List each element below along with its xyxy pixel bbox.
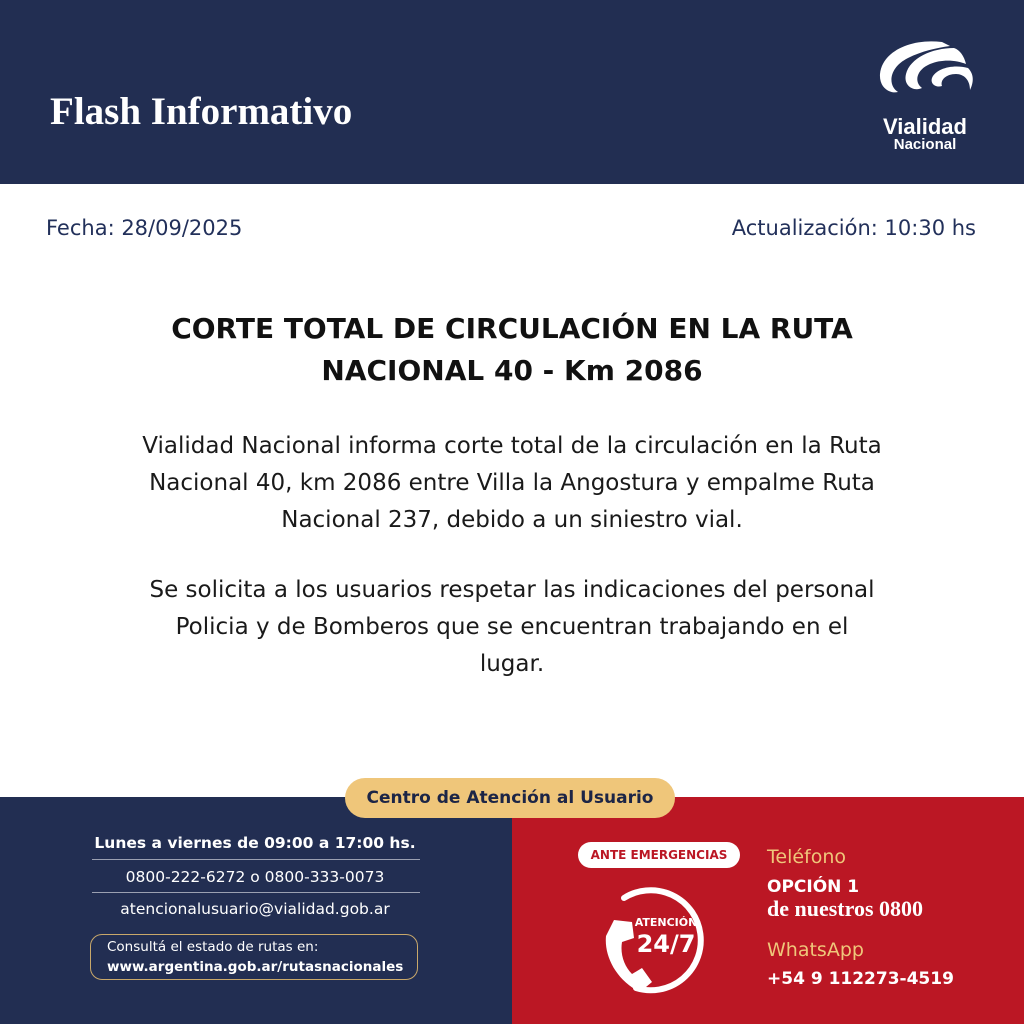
routes-status-box — [90, 934, 418, 980]
body-paragraph-2 — [92, 572, 932, 683]
update-time-label: Actualización: 10:30 hs — [731, 216, 976, 240]
logo-text-nacional: Nacional — [893, 136, 957, 153]
logo-text-vialidad: Vialidad — [883, 114, 967, 139]
vialidad-logo — [870, 34, 980, 154]
emergency-badge: ANTE EMERGENCIAS — [578, 842, 740, 868]
date-label: Fecha: 28/09/2025 — [46, 216, 243, 240]
center-title-badge: Centro de Atención al Usuario — [345, 778, 675, 818]
phone-option-detail: de nuestros 0800 — [767, 896, 924, 921]
headline-line: NACIONAL 40 - Km 2086 — [321, 354, 703, 387]
phone-numbers: 0800-222-6272 o 0800-333-0073 — [125, 868, 385, 886]
routes-status-label: Consultá el estado de rutas en: — [107, 939, 319, 955]
body-line: Policia y de Bomberos que se encuentran trabajando en el — [175, 614, 849, 640]
body-line: Nacional 40, km 2086 entre Villa la Angostura y empalme Ruta — [149, 470, 875, 496]
vialidad-logo-icon — [870, 34, 980, 114]
body-line: Se solicita a los usuarios respetar las indicaciones del personal — [149, 577, 875, 603]
attention-value: 24/7 — [636, 930, 696, 958]
office-hours: Lunes a viernes de 09:00 a 17:00 hs. — [94, 834, 416, 852]
divider — [92, 892, 420, 893]
phone-label: Teléfono — [767, 846, 847, 868]
phone-option: OPCIÓN 1 — [767, 877, 860, 897]
phone-24-7-icon — [596, 876, 722, 1002]
routes-status-link[interactable]: www.argentina.gob.ar/rutasnacionales — [107, 959, 404, 975]
body-line: Vialidad Nacional informa corte total de la circulación en la Ruta — [142, 433, 882, 459]
header-banner — [0, 0, 1024, 184]
whatsapp-number[interactable]: +54 9 112273-4519 — [767, 969, 954, 989]
whatsapp-label: WhatsApp — [767, 939, 864, 961]
contact-email[interactable]: atencionalusuario@vialidad.gob.ar — [120, 900, 390, 918]
page-title: Flash Informativo — [50, 90, 353, 133]
headline-line: CORTE TOTAL DE CIRCULACIÓN EN LA RUTA — [171, 312, 853, 345]
headline — [80, 308, 944, 392]
body-line: lugar. — [479, 651, 545, 677]
body-paragraph-1 — [92, 428, 932, 539]
body-line: Nacional 237, debido a un siniestro vial. — [281, 507, 743, 533]
divider — [92, 859, 420, 860]
attention-label: ATENCIÓN — [634, 916, 698, 929]
